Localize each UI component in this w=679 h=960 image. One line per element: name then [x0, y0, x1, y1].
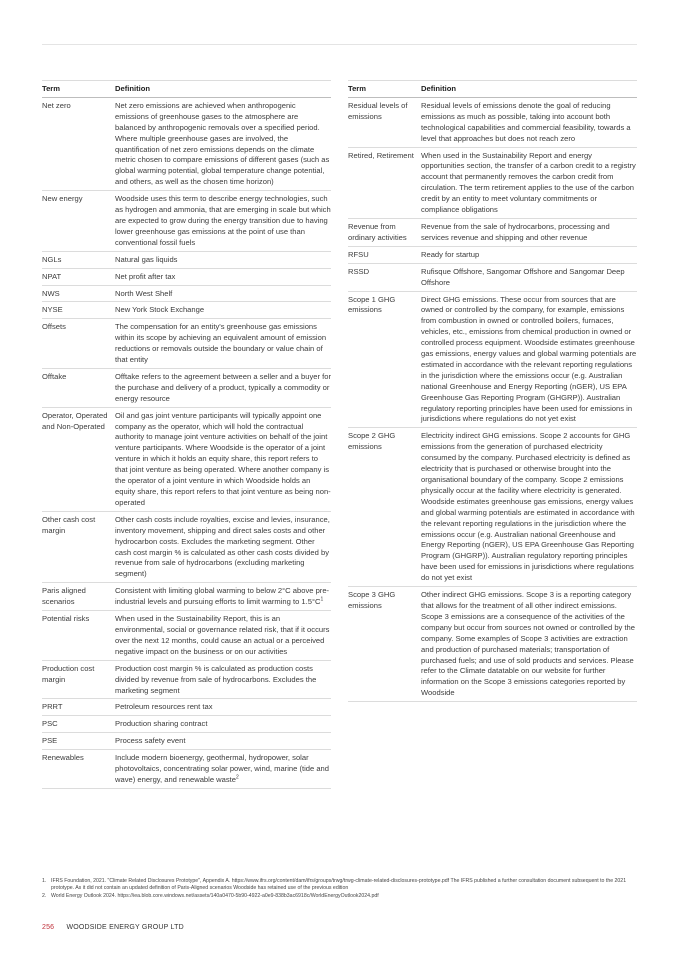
glossary-definition: [115, 191, 331, 252]
definition-text: Electricity indirect GHG emissions. Scope 2 accounts for GHG emissions from the generation of purchased electricity consumed by the company. Purchased electricity is defined as electricity that is purchased or otherwise brought into the organisational boundary of the company. Scope 2 emissions physically occur at the facility where electricity is generated. Woodside estimates greenhouse gas emissions, energy values and global warming potentials are estimated in accordance with the relevant reporting regulations in the jurisdiction where the emissions occur (e.g. Australian national Greenhouse and Energy Reporting (nGER), US EPA Greenhouse Gas Reporting Program (GHGRP)). Australian regulatory reporting principles have been used for emissions in jurisdictions where regulations do not yet exist: [421, 431, 635, 583]
glossary-row: [42, 511, 331, 582]
glossary-definition: [421, 97, 637, 147]
glossary-term: NYSE: [42, 302, 115, 319]
glossary-term: Scope 1 GHG emissions: [348, 291, 421, 428]
glossary-term: Production cost margin: [42, 660, 115, 699]
glossary-definition: [115, 285, 331, 302]
definition-text: Net zero emissions are achieved when anthropogenic emissions of greenhouse gases to the atmosphere are balanced by anthropogenic removals over a specified period. Where multiple greenhouse gases are involved, the quantification of net zero emissions depends on the climate metric chosen to compare emissions of different gases (such as global warming potential, global temperature change potential, and others, as well as the chosen time horizon): [115, 100, 330, 187]
glossary-row: [42, 733, 331, 750]
glossary-row: [348, 291, 637, 428]
term-header: Term: [348, 81, 421, 98]
glossary-definition: [115, 611, 331, 661]
glossary-row: [42, 368, 331, 407]
glossary-row: [42, 191, 331, 252]
glossary-row: [42, 97, 331, 190]
glossary-term: NWS: [42, 285, 115, 302]
definition-text: Production sharing contract: [115, 719, 208, 729]
glossary-row: [42, 699, 331, 716]
glossary-definition: [115, 302, 331, 319]
glossary-column-left: [42, 80, 331, 789]
definition-text: When used in the Sustainability Report and energy opportunities section, the transfer of a carbon credit to a registry account that permanently removes the carbon credit from circulation. The term retirement applies to the use of the carbon credit by an entity to meet voluntary commitments or compliance obligations: [421, 150, 636, 215]
glossary-row: [42, 285, 331, 302]
glossary-term: RFSU: [348, 246, 421, 263]
glossary-term: Net zero: [42, 97, 115, 190]
glossary-row: [42, 251, 331, 268]
glossary-definition: [421, 263, 637, 291]
footnote: [42, 893, 642, 900]
glossary-definition: [115, 407, 331, 511]
glossary-term: PRRT: [42, 699, 115, 716]
definition-text: Revenue from the sale of hydrocarbons, processing and services revenue and shipping and other revenue: [421, 221, 610, 242]
glossary-row: [42, 716, 331, 733]
definition-text: New York Stock Exchange: [115, 305, 205, 315]
footnote-number: 1.: [42, 878, 47, 884]
glossary-row: [348, 428, 637, 587]
glossary-row: [42, 583, 331, 611]
glossary-definition: [421, 587, 637, 702]
glossary-term: Other cash cost margin: [42, 511, 115, 582]
glossary-table-left: [42, 80, 331, 789]
definition-text: Woodside uses this term to describe energy technologies, such as hydrogen and ammonia, that are emerging in scale but which are expected to grow during the energy transition due to having lower greenhouse gas emissions at the point of use than conventional fossil fuels: [115, 194, 331, 247]
glossary-definition: [115, 750, 331, 789]
footnote-number: 2.: [42, 892, 47, 899]
glossary-definition: [421, 147, 637, 218]
table-header-row: [42, 81, 331, 98]
glossary-definition: [115, 319, 331, 369]
glossary-definition: [115, 97, 331, 190]
glossary-definition: [421, 428, 637, 587]
glossary-term: Scope 3 GHG emissions: [348, 587, 421, 702]
glossary-term: Scope 2 GHG emissions: [348, 428, 421, 587]
glossary-definition: [115, 511, 331, 582]
glossary-row: [42, 750, 331, 789]
glossary-term: RSSD: [348, 263, 421, 291]
glossary-rows-right: [348, 97, 637, 701]
term-header: Term: [42, 81, 115, 98]
definition-text: Residual levels of emissions denote the goal of reducing emissions as much as possible, taking into account both technological capabilities and commercial feasibility, towards a level that approaches but does not reach zero: [421, 100, 631, 143]
company-name: WOODSIDE ENERGY GROUP LTD: [66, 924, 184, 931]
definition-text: Other cash costs include royalties, excise and levies, insurance, inventory movement, shipping and direct sales costs and other hydrocarbon costs. Excludes the marketing segment. Other cash cost margin % is calculated as other cash costs divided by revenue from sale of hydrocarbons (excluding marketing segment): [115, 514, 330, 579]
glossary-row: [42, 660, 331, 699]
definition-text: Natural gas liquids: [115, 254, 178, 264]
glossary-term: Offtake: [42, 368, 115, 407]
page-footer: [42, 924, 184, 931]
glossary-definition: [115, 368, 331, 407]
glossary-row: [348, 246, 637, 263]
glossary-definition: [115, 251, 331, 268]
definition-text: North West Shelf: [115, 288, 173, 298]
glossary-definition: [115, 733, 331, 750]
definition-header: Definition: [115, 81, 331, 98]
glossary-row: [348, 147, 637, 218]
glossary-definition: [115, 660, 331, 699]
definition-text: Petroleum resources rent tax: [115, 702, 213, 712]
footnote-ref: 2: [236, 774, 239, 781]
table-header-row: [348, 81, 637, 98]
glossary-definition: [115, 268, 331, 285]
glossary-term: NPAT: [42, 268, 115, 285]
glossary-definition: [115, 583, 331, 611]
glossary-row: [42, 302, 331, 319]
glossary-term: Offsets: [42, 319, 115, 369]
definition-text: Offtake refers to the agreement between a seller and a buyer for the purchase and delivery of a product, typically a commodity or energy resource: [115, 371, 331, 403]
glossary-term: Retired, Retirement: [348, 147, 421, 218]
glossary-row: [42, 268, 331, 285]
glossary-row: [348, 263, 637, 291]
glossary-term: Operator, Operated and Non-Operated: [42, 407, 115, 511]
glossary-term: Revenue from ordinary activities: [348, 218, 421, 246]
definition-text: Consistent with limiting global warming to below 2°C above pre-industrial levels and pursuing efforts to limit warming to 1.5°C: [115, 586, 330, 607]
top-divider: [42, 44, 637, 45]
glossary-definition: [421, 218, 637, 246]
footnote-ref: 1: [320, 596, 324, 603]
definition-text: Net profit after tax: [115, 271, 176, 281]
definition-text: Rufisque Offshore, Sangomar Offshore and Sangomar Deep Offshore: [421, 266, 625, 287]
definition-header: Definition: [421, 81, 637, 98]
glossary-row: [348, 97, 637, 147]
glossary-row: [42, 407, 331, 511]
glossary-row: [348, 218, 637, 246]
footnote-text: IFRS Foundation, 2021. "Climate Related Disclosures Prototype", Appendix A. https://www.ifrs.org/content/dam/ifrs/groups/trwg/trwg-climate-related-disclosures-prototype.pdf The IFRS published a further consultation document subsequent to the 2021 prototype. As it did not contain an updated definition of Paris-Aligned scenarios Woodside has retained use of the previous edition: [51, 878, 627, 892]
glossary-column-right: [348, 80, 637, 702]
glossary-rows-left: [42, 97, 331, 788]
glossary-term: New energy: [42, 191, 115, 252]
glossary-term: PSC: [42, 716, 115, 733]
glossary-term: Residual levels of emissions: [348, 97, 421, 147]
definition-text: Ready for startup: [421, 249, 480, 259]
glossary-definition: [115, 699, 331, 716]
glossary-table-right: [348, 80, 637, 702]
glossary-definition: [421, 291, 637, 428]
glossary-term: Renewables: [42, 750, 115, 789]
glossary-definition: [421, 246, 637, 263]
page-number: 256: [42, 924, 55, 931]
glossary-term: Paris aligned scenarios: [42, 583, 115, 611]
glossary-definition: [115, 716, 331, 733]
definition-text: Include modern bioenergy, geothermal, hydropower, solar photovoltaics, concentrating solar power, wind, marine (tide and wave) energy, and renewable waste: [115, 753, 330, 784]
footnote-text: World Energy Outlook 2024. https://iea.blob.core.windows.net/assets/140a0470-5b90-4922-a0e9-838b3ac6918c/WorldEnergyOutlook2024.pdf: [51, 892, 379, 899]
definition-text: The compensation for an entity's greenhouse gas emissions within its scope by achieving an equivalent amount of emission reductions or removals outside the boundary or value chain of that entity: [115, 322, 327, 365]
definition-text: Direct GHG emissions. These occur from sources that are owned or controlled by the company, for example, emissions from combustion in owned or controlled boilers, furnaces, vehicles, etc., emissions from chemical production in owned or controlled process equipment. Woodside estimates greenhouse gas emissions, energy values and global warming potentials are estimated in accordance with the relevant reporting regulations in the jurisdiction where the emissions occur (e.g. Australian national Greenhouse and Energy Reporting (nGER), US EPA Greenhouse Gas Reporting Program (GHGRP)). Australian regulatory reporting principles have been used for emissions in jurisdictions where regulations do not yet exist: [421, 294, 637, 424]
glossary-term: NGLs: [42, 251, 115, 268]
glossary-row: [348, 587, 637, 702]
glossary-term: PSE: [42, 733, 115, 750]
definition-text: Other indirect GHG emissions. Scope 3 is a reporting category that allows for the treatment of all other indirect emissions. Scope 3 emissions are a consequence of the activities of the company but occur from sources not owned or controlled by the company. Some examples of Scope 3 activities are extraction and production of purchased materials; transportation of purchased fuels; and use of sold products and services. Please refer to the Climate datatable on our website for further information on the Scope 3 emissions categories reported by Woodside: [421, 590, 636, 698]
definition-text: When used in the Sustainability Report, this is an environmental, social or governance related risk, that if it occurs over the next 12 months, could cause an actual or a perceived negative impact on the business or on our activities: [115, 614, 330, 656]
footnotes: [42, 878, 642, 900]
footnote: [42, 878, 642, 893]
glossary-row: [42, 319, 331, 369]
definition-text: Process safety event: [115, 736, 186, 746]
glossary-term: Potential risks: [42, 611, 115, 661]
glossary-row: [42, 611, 331, 661]
definition-text: Production cost margin % is calculated as production costs divided by revenue from sale of hydrocarbons. Excludes the marketing segment: [115, 663, 317, 695]
definition-text: Oil and gas joint venture participants will typically appoint one company as the operator, which will hold the contractual authority to manage joint venture activities on behalf of the joint venture participants. Where Woodside is the operator of a joint venture in which it holds an equity share, this report refers to that joint venture as being operated. Where another company is the operator of a joint venture in which Woodside holds an equity share, this report refers to that joint venture as being non-operated: [115, 410, 331, 507]
